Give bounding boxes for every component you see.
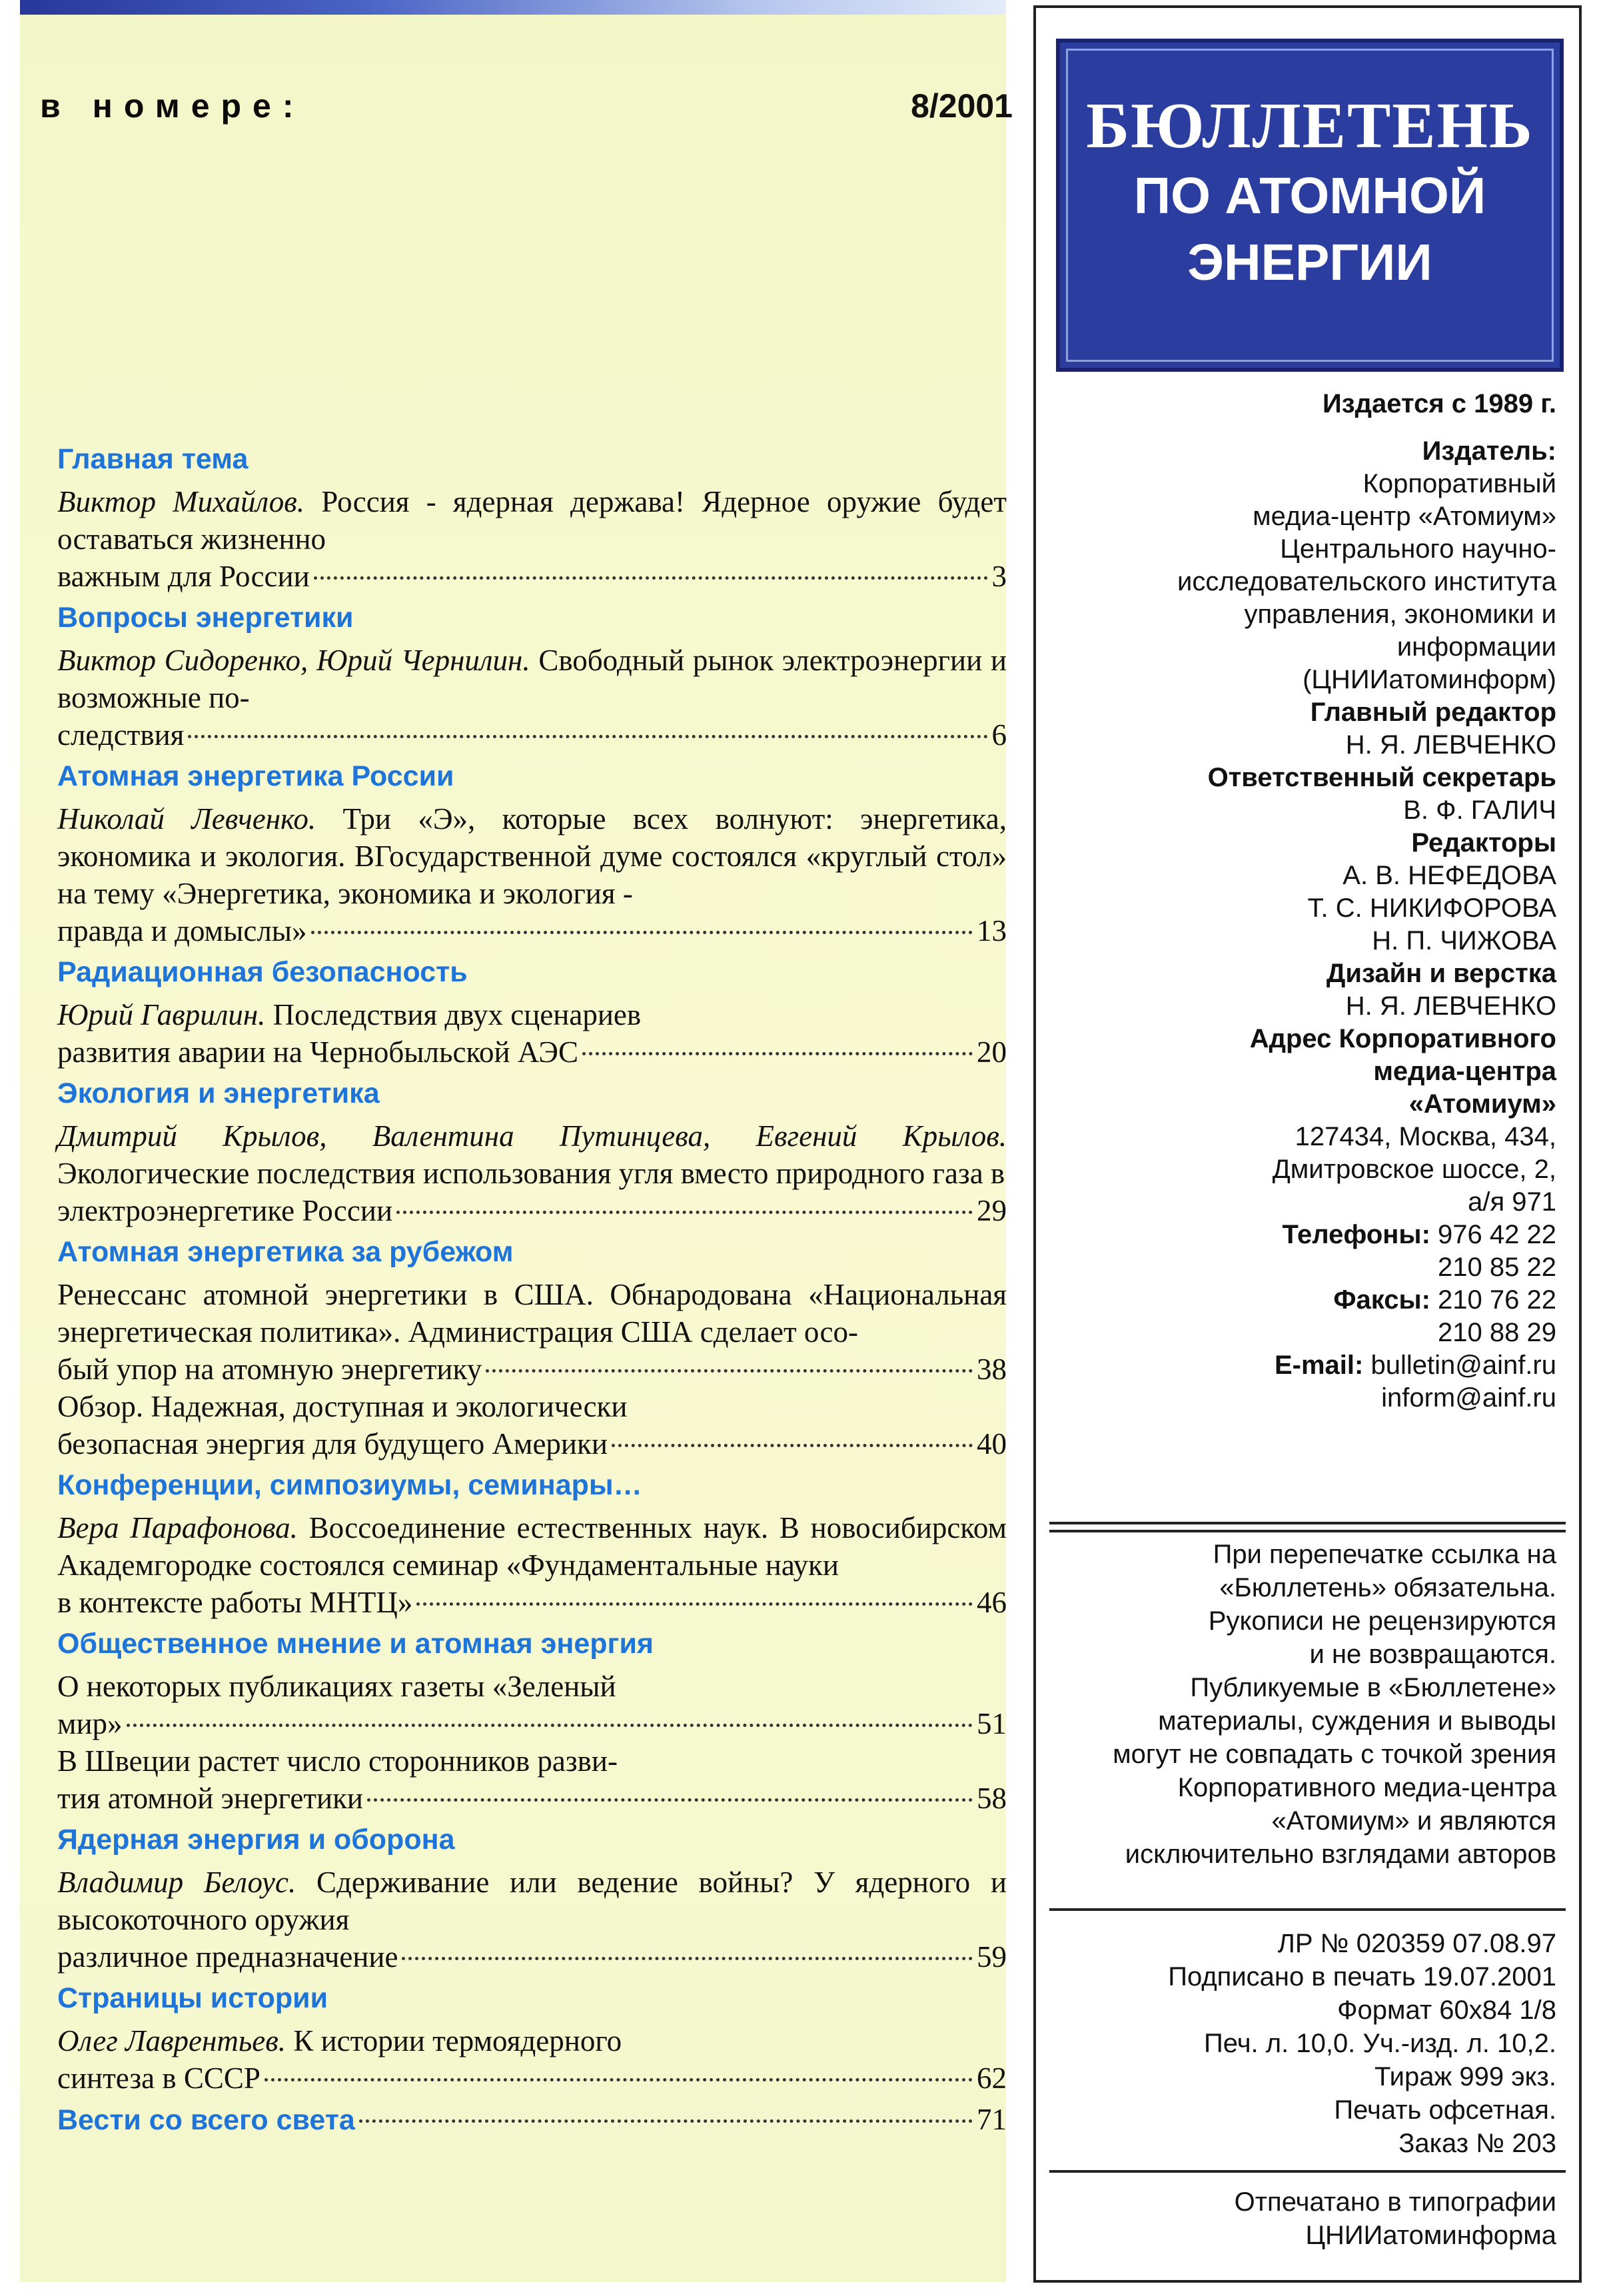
page-number: 20 (977, 1035, 1007, 1069)
toc-entry[interactable] (57, 1742, 1007, 1817)
entry-text: Россия - ядерная держава! Ядерное оружие будет оставаться жизненно (57, 485, 1007, 556)
notice-line: При перепечатке ссылка на (1213, 1540, 1556, 1569)
entry-text: электроэнергетике России (57, 1194, 393, 1227)
entry-author: Дмитрий Крылов, Валентина Путинцева, Евгений Крылов. (57, 1119, 1007, 1153)
editor-name: Н. П. ЧИЖОВА (1372, 926, 1556, 955)
toc-entry[interactable] (57, 996, 1007, 1071)
dot-leader (188, 735, 987, 738)
section-title-text: Вести со всего света (57, 2104, 355, 2136)
section-title: Конференции, симпозиумы, семинары… (57, 1469, 642, 1501)
chief-editor-name: Н. Я. ЛЕВЧЕНКО (1345, 730, 1556, 760)
divider (1049, 1522, 1566, 1532)
entry-author: Николай Левченко. (57, 802, 316, 836)
address-line: а/я 971 (1468, 1187, 1556, 1217)
secretary-name: В. Ф. ГАЛИЧ (1403, 796, 1556, 825)
top-gradient-bar (20, 0, 1006, 15)
page-number: 59 (977, 1940, 1007, 1974)
entry-text: тия атомной энергетики (57, 1782, 364, 1815)
secretary-label: Ответственный секретарь (1207, 763, 1556, 792)
entry-author: Вера Парафонова. (57, 1511, 298, 1544)
email-address[interactable]: inform@ainf.ru (1381, 1383, 1556, 1413)
page-number: 46 (977, 1586, 1007, 1619)
dot-leader (367, 1798, 973, 1802)
section-title: Атомная энергетика за рубежом (57, 1236, 514, 1268)
entry-text: развития аварии на Чернобыльской АЭС (57, 1035, 578, 1069)
entry-text: бый упор на атомную энергетику (57, 1353, 482, 1386)
editor-name: А. В. НЕФЕДОВА (1342, 861, 1556, 890)
phone-number: 976 42 22 (1438, 1220, 1556, 1249)
entry-text: правда и домыслы» (57, 914, 307, 947)
notice-line: могут не совпадать с точкой зрения (1113, 1740, 1556, 1769)
dot-leader (311, 931, 973, 934)
published-since: Издается с 1989 г. (1323, 389, 1556, 418)
dot-leader (359, 2119, 973, 2123)
address-label: «Атомиум» (1408, 1089, 1556, 1119)
entry-text: Обзор. Надежная, доступная и экологически (57, 1390, 628, 1423)
dot-leader (396, 1211, 973, 1214)
publisher-line: исследовательского института (1177, 567, 1556, 596)
table-of-contents (57, 436, 1007, 2144)
publisher-line: (ЦНИИатоминформ) (1303, 665, 1556, 694)
page-number: 3 (991, 560, 1007, 593)
entry-text: К истории термоядерного (286, 2024, 622, 2057)
notice-line: исключительно взглядами авторов (1125, 1840, 1556, 1869)
contents-panel (20, 0, 1013, 2282)
notice-line: материалы, суждения и выводы (1158, 1706, 1556, 1736)
print-info-line: Формат 60x84 1/8 (1337, 1996, 1556, 2025)
masthead-line-1: БЮЛЛЕТЕНЬ (1086, 90, 1534, 162)
print-info-line: Подписано в печать 19.07.2001 (1168, 1962, 1556, 1992)
editors-label: Редакторы (1411, 828, 1556, 858)
masthead-logo (1056, 39, 1564, 372)
imprint-block (1036, 388, 1556, 1415)
entry-text: следствия (57, 718, 185, 752)
publisher-line: медиа-центр «Атомиум» (1253, 502, 1556, 531)
notice-line: «Атомиум» и являются (1271, 1806, 1556, 1836)
publisher-line: управления, экономики и (1244, 600, 1556, 629)
design-name: Н. Я. ЛЕВЧЕНКО (1345, 991, 1556, 1021)
email-address[interactable]: bulletin@ainf.ru (1370, 1351, 1556, 1380)
imprint-panel (1033, 5, 1582, 2283)
printer-line: Отпечатано в типографии (1234, 2187, 1556, 2217)
publisher-label: Издатель: (1422, 436, 1556, 466)
toc-entry[interactable] (57, 800, 1007, 949)
entry-text: Ренессанс атомной энергетики в США. Обнародована «Национальная энергетическая политика». Администрация США сделает осо- (57, 1278, 1007, 1349)
entry-text: Свободный рынок электроэнергии и возможные по- (57, 644, 1007, 714)
section-title: Общественное мнение и атомная энергия (57, 1628, 654, 1660)
toc-entry[interactable] (57, 642, 1007, 754)
entry-text: мир» (57, 1707, 123, 1740)
printer-line: ЦНИИатоминформа (1305, 2221, 1556, 2250)
toc-entry[interactable] (57, 1276, 1007, 1388)
toc-entry[interactable] (57, 1509, 1007, 1621)
page-number: 38 (977, 1353, 1007, 1386)
issue-label: в номере: (40, 87, 305, 125)
entry-author: Юрий Гаврилин. (57, 998, 266, 1031)
fax-number: 210 76 22 (1438, 1285, 1556, 1315)
design-label: Дизайн и верстка (1326, 959, 1556, 988)
section-title: Радиационная безопасность (57, 956, 468, 988)
section-title: Вопросы энергетики (57, 602, 354, 634)
divider (1049, 2170, 1566, 2173)
section-title: Главная тема (57, 443, 249, 475)
notice-line: «Бюллетень» обязательна. (1219, 1573, 1556, 1602)
reprint-notice (1036, 1538, 1556, 1871)
notice-line: Публикуемые в «Бюллетене» (1190, 1673, 1556, 1702)
divider (1049, 1908, 1566, 1911)
phones-label: Телефоны: (1282, 1220, 1430, 1249)
toc-entry[interactable] (57, 483, 1007, 595)
printer-info (1036, 2185, 1556, 2252)
entry-text: Последствия двух сценариев (265, 998, 642, 1031)
faxes-label: Факсы: (1333, 1285, 1430, 1315)
entry-author: Олег Лаврентьев. (57, 2024, 286, 2057)
page-number: 51 (977, 1707, 1007, 1740)
faxes-row (1036, 1284, 1556, 1317)
section-title: Ядерная энергия и оборона (57, 1824, 455, 1856)
entry-text: Сдерживание или ведение войны? У ядерного и высокоточного оружия (57, 1866, 1007, 1936)
address-label: медиа-центра (1373, 1057, 1556, 1086)
dot-leader (265, 2078, 973, 2081)
toc-entry[interactable] (57, 1117, 1007, 1229)
toc-entry[interactable] (57, 1668, 1007, 1742)
entry-text: О некоторых публикациях газеты «Зеленый (57, 1670, 616, 1703)
issue-header (40, 87, 1013, 140)
section-title: Страницы истории (57, 1982, 328, 2014)
section-title: Атомная энергетика России (57, 760, 454, 792)
entry-text: Воссоединение естественных наук. В новосибирском Академгородке состоялся семинар «Фундаментальные науки (57, 1511, 1007, 1582)
entry-author: Виктор Михайлов. (57, 485, 304, 518)
print-info (1036, 1927, 1556, 2160)
editor-name: Т. С. НИКИФОРОВА (1307, 893, 1556, 923)
chief-editor-label: Главный редактор (1310, 698, 1556, 727)
dot-leader (127, 1724, 973, 1727)
publisher-line: Корпоративный (1362, 469, 1556, 498)
print-info-line: Печ. л. 10,0. Уч.-изд. л. 10,2. (1204, 2029, 1556, 2058)
page-number: 6 (991, 718, 1007, 752)
entry-author: Виктор Сидоренко, Юрий Чернилин. (57, 644, 530, 677)
email-label: E-mail: (1274, 1351, 1364, 1380)
entry-text: важным для России (57, 560, 310, 593)
toc-entry[interactable] (57, 2022, 1007, 2097)
page-number: 29 (977, 1194, 1007, 1227)
print-info-line: Печать офсетная. (1334, 2095, 1556, 2125)
entry-text: безопасная энергия для будущего Америки (57, 1427, 608, 1460)
notice-line: и не возвращаются. (1309, 1640, 1556, 1669)
issue-number: 8/2001 (911, 87, 1013, 125)
phones-row (1036, 1219, 1556, 1251)
phone-number: 210 85 22 (1438, 1253, 1556, 1282)
address-line: Дмитровское шоссе, 2, (1272, 1155, 1556, 1184)
print-info-line: ЛР № 020359 07.08.97 (1277, 1929, 1556, 1958)
dot-leader (612, 1444, 973, 1447)
publisher-line: Центрального научно- (1280, 534, 1556, 564)
dot-leader (314, 576, 988, 580)
address-line: 127434, Москва, 434, (1295, 1122, 1556, 1151)
page-number: 62 (977, 2061, 1007, 2095)
entry-text: В Швеции растет число сторонников разви- (57, 1744, 618, 1778)
entry-text: синтеза в СССР (57, 2061, 261, 2095)
toc-entry[interactable] (57, 1864, 1007, 1976)
publisher-line: информации (1396, 632, 1556, 662)
fax-number: 210 88 29 (1438, 1318, 1556, 1347)
entry-text: в контексте работы МНТЦ» (57, 1586, 413, 1619)
notice-line: Рукописи не рецензируются (1208, 1606, 1556, 1636)
entry-author: Владимир Белоус. (57, 1866, 296, 1899)
entry-text: Три «Э», которые всех волнуют: энергетика, экономика и экология. ВГосударственной думе состоялся «круглый стол» на тему «Энергетика, экономика и экология - (57, 802, 1007, 910)
section-title: Экология и энергетика (57, 1077, 380, 1109)
notice-line: Корпоративного медиа-центра (1177, 1773, 1556, 1802)
page-number: 58 (977, 1782, 1007, 1815)
dot-leader (402, 1957, 973, 1960)
email-row (1036, 1349, 1556, 1382)
page-number: 13 (977, 914, 1007, 947)
entry-text: Экологические последствия использования угля вместо природного газа в (57, 1157, 1005, 1190)
masthead-line-2: ПО АТОМНОЙ (1133, 167, 1486, 225)
print-info-line: Заказ № 203 (1398, 2129, 1556, 2158)
masthead-line-3: ЭНЕРГИИ (1187, 234, 1432, 291)
dot-leader (486, 1369, 973, 1373)
address-label: Адрес Корпоративного (1249, 1024, 1556, 1053)
page-number: 71 (977, 2103, 1007, 2136)
dot-leader (416, 1602, 973, 1606)
print-info-line: Тираж 999 экз. (1374, 2062, 1556, 2091)
toc-entry[interactable] (57, 1388, 1007, 1462)
dot-leader (582, 1052, 973, 1055)
section-title (57, 2101, 1007, 2139)
entry-text: различное предназначение (57, 1940, 398, 1974)
page-number: 40 (977, 1427, 1007, 1460)
